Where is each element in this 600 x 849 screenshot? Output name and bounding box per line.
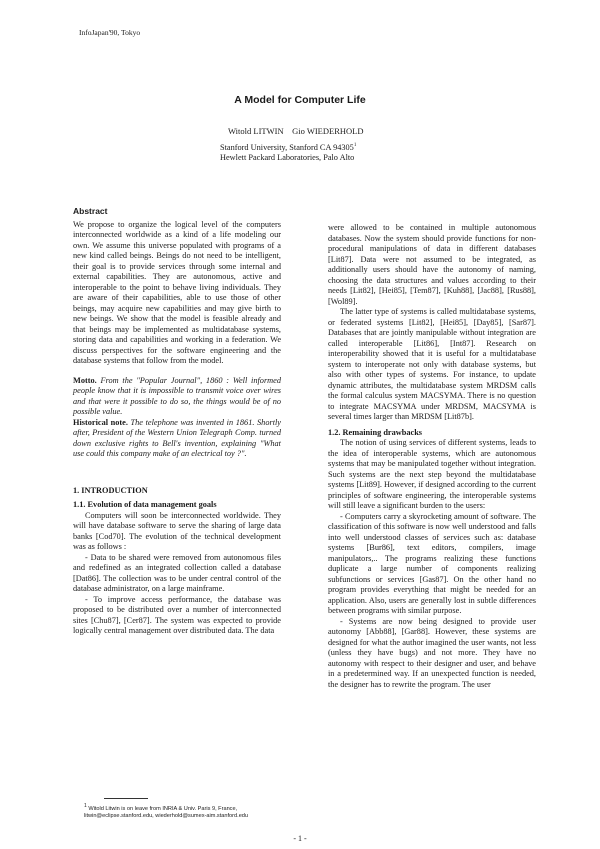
subsection-1-2-heading: 1.2. Remaining drawbacks [328, 427, 423, 437]
motto [73, 376, 281, 418]
section-1-paragraph-3: - To improve access performance, the database was proposed to be distributed over a number of interconnected sites [Chu87], [Cer87]. The system was expected to provide logically central management over distributed data. The data [73, 594, 281, 635]
section-1-heading: 1. INTRODUCTION [73, 485, 148, 495]
paper-title: A Model for Computer Life [234, 94, 366, 106]
right-column [328, 223, 536, 690]
section-1-paragraph-2: - Data to be shared were removed from autonomous files and redefined as an integrated collection called a database [Dat86]. The collection was to be under central control of the database administrator, on a large mainframe. [73, 552, 281, 593]
motto-text: From the "Popular Journal", 1860 : Well informed people know that it is impossible to transmit voice over wires and that were it possible to do so, the things would be of no possible value. [73, 375, 281, 416]
affiliation [220, 141, 356, 164]
right-paragraph-5: - Systems are now being designed to provide user autonomy [Abb88], [Gar88]. However, these systems are designed for what the author imagined the user wants, not less (unless they have bugs) and not more. They have no autonomy with respect to their designer and user, and behave in a predetermined way. If an unexpected function is needed, the designer has to rewrite the program. The user [328, 616, 536, 689]
page-number: - 1 - [293, 834, 307, 843]
historical-note-text: The telephone was invented in 1861. Shortly after, President of the Western Union Telegraph Comp. turned down exclusive rights to Bell's invention, explaining "What use could this company make of an electrical toy ?". [73, 417, 281, 458]
footnote [84, 803, 296, 821]
subsection-1-1-heading: 1.1. Evolution of data management goals [73, 500, 217, 509]
affiliation-footnote-mark: 1 [353, 143, 357, 148]
right-paragraph-4: - Computers carry a skyrocketing amount of software. The classification of this software is now well understood and falls into well understood classes of services such as: database systems [Bur86], text editors, compilers, image manipulators,.. The programs realizing these functions duplicate a large number of components realizing subfunctions or services [Gas87]. On the other hand no program provides everything that might be needed for an application. Also, users are generally lost in subtle differences between programs with similar purpose. [328, 511, 536, 615]
abstract-heading: Abstract [73, 206, 108, 216]
section-1-paragraph-1: Computers will soon be interconnected worldwide. They will have database software to serve the sharing of large data banks [Cod70]. The evolution of the technical development was as follows : [73, 510, 281, 551]
historical-note [73, 418, 281, 460]
abstract-text: We propose to organize the logical level of the computers interconnected worldwide as a kind of a life modeling our own. We assume this universe populated with programs of a new kind called beings. Beings do not need to be intelligent, their goal is to provide services through some internal and external capabilities. They are autonomous, active and interoperable to the point to behave living individuals. They are aware of their capabilities, able to use those of other beings, may acquire new capabilities and may give birth to new beings. We show that the model is feasible already and that beings may be implemented as multidatabase systems, storing data and capabilities and working in a federation. We discuss perspectives for the software engineering and the database systems that follow from the model. [73, 219, 281, 365]
footnote-text: Witold Litwin is on leave from INRIA & Univ. Paris 9, France, litwin@eclipse.stanford.edu, wiederhold@sumex-aim.stanford.edu [84, 805, 249, 820]
motto-label: Motto. [73, 375, 97, 385]
right-paragraph-3: The notion of using services of different systems, leads to the idea of interoperable systems, which are autonomous systems that may be manipulated together without integration. Such systems are the next step beyond the multidatabase systems [Lit89]. However, if designed according to the current principles of software engineering, the interoperable systems will still leave a significant burden to the users: [328, 438, 536, 510]
footnote-divider [104, 798, 148, 799]
left-column [73, 206, 281, 637]
historical-note-label: Historical note. [73, 417, 128, 427]
right-paragraph-1: were allowed to be contained in multiple autonomous databases. Now the system should provide functions for non-procedural manipulations of data in different databases [Lit87]. Data were not assumed to be integrated, as additionally users should have the autonomy of naming, choosing the data structures and values according to their needs [Lit82], [Hei85], [Tem87], [Kuh88], [Jac88], [Rus88], [Wol89]. [328, 223, 536, 306]
running-head: InfoJapan'90, Tokyo [79, 28, 141, 37]
authors: Witold LITWIN Gio WIEDERHOLD [228, 126, 364, 136]
affiliation-line-1: Stanford University, Stanford CA 94305 [220, 142, 354, 152]
affiliation-line-2: Hewlett Packard Laboratories, Palo Alto [220, 153, 355, 163]
footnote-mark: 1 [84, 803, 87, 809]
right-paragraph-2: The latter type of systems is called multidatabase systems, or federated systems [Lit82], [Hei85], [Day85], [Sar87]. Databases that are jointly manipulable without integration are called interoperable [Lit86], [Int87]. Research on interoperability showed that it is useful for a multidatabase system to interoperate not only with database systems, but also with other types of systems. For instance, to update dynamic attributes, the multidatabase system MRDSM calls the formal calculus system MACSYMA. There is no question to integrate MACSYMA under MRDSM, MACSYMA is several times larger than MRDSM [Lit87b]. [328, 307, 536, 421]
